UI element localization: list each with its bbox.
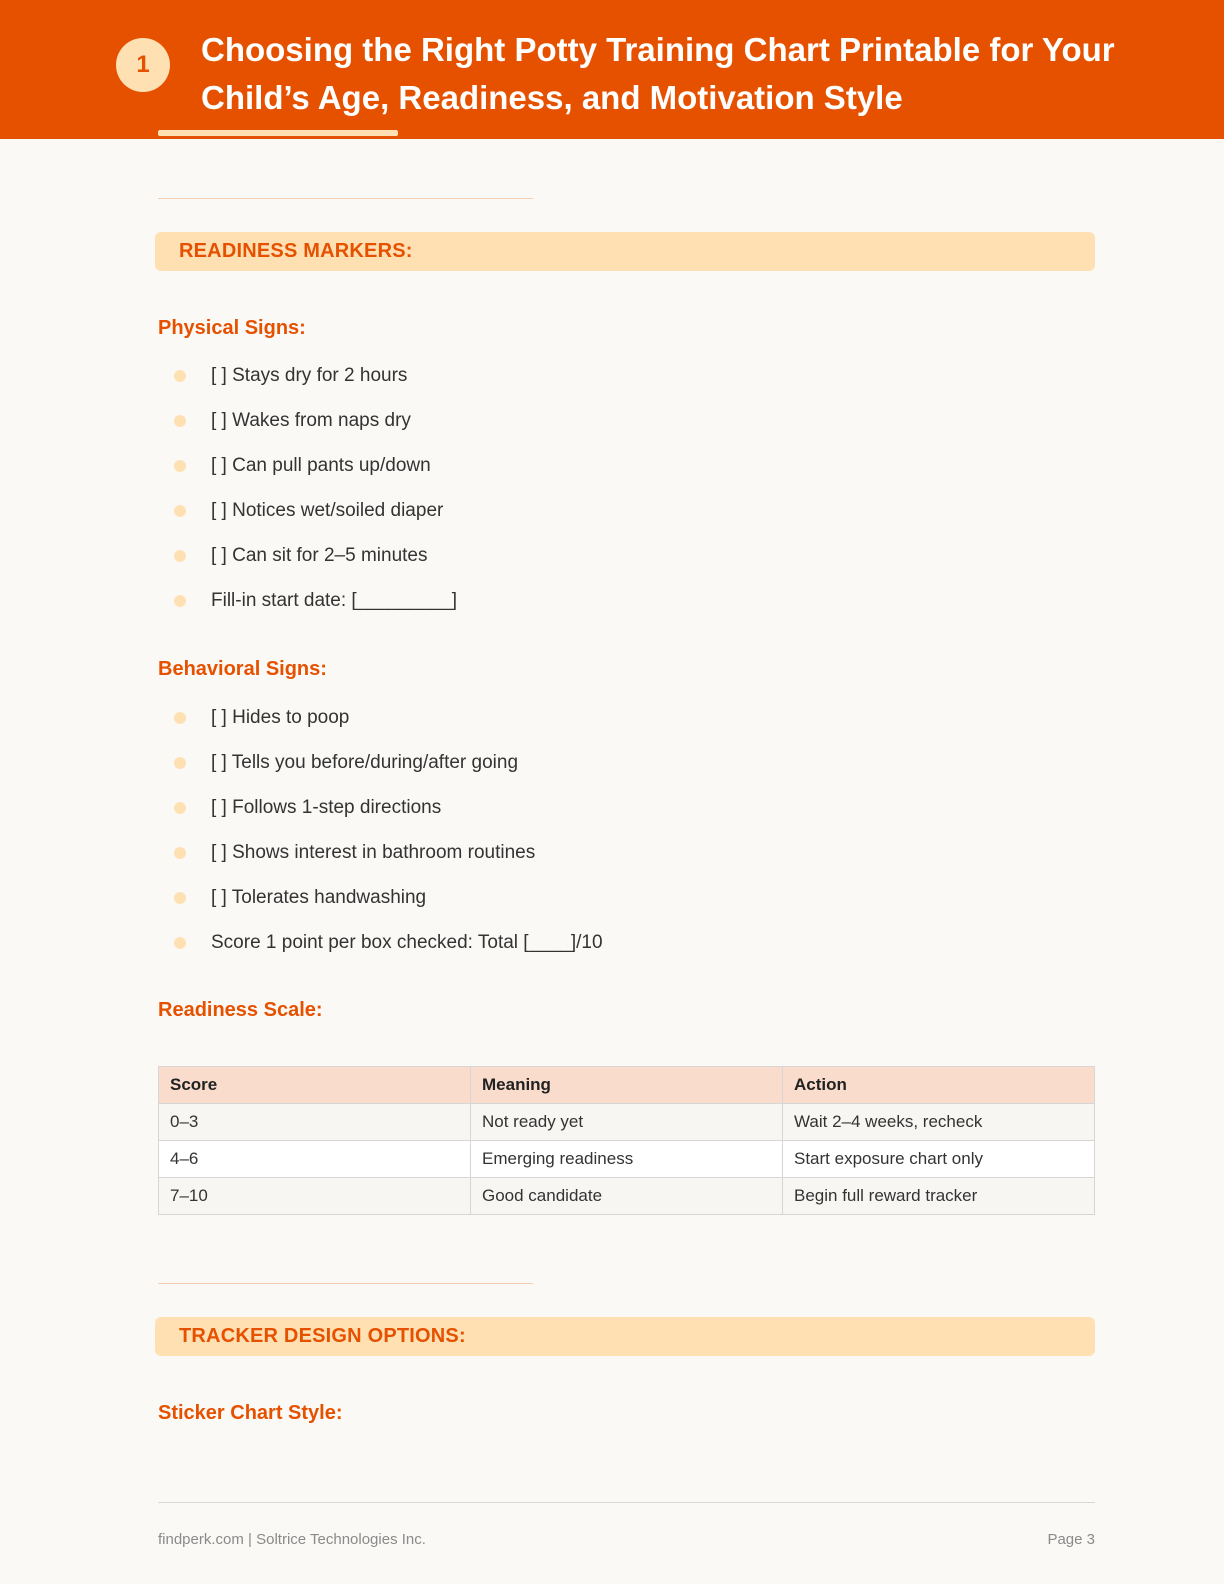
section-divider <box>158 198 533 199</box>
list-item <box>158 578 1095 623</box>
list-item <box>158 488 1095 533</box>
physical-signs-list <box>158 353 1095 623</box>
list-item-text: [ ] Wakes from naps dry <box>211 410 411 431</box>
subheading-sticker-chart-style: Sticker Chart Style: <box>158 1402 343 1424</box>
table-cell: Start exposure chart only <box>783 1141 1095 1178</box>
list-item-text: Score 1 point per box checked: Total [____]/10 <box>211 932 603 953</box>
list-item <box>158 785 1095 830</box>
readiness-scale-table <box>158 1066 1095 1215</box>
list-item-text: [ ] Stays dry for 2 hours <box>211 365 408 386</box>
bullet-icon <box>174 505 186 517</box>
column-header-meaning: Meaning <box>471 1067 783 1104</box>
title-underline <box>158 130 398 136</box>
table-cell: Emerging readiness <box>471 1141 783 1178</box>
column-header-action: Action <box>783 1067 1095 1104</box>
list-item-text: [ ] Follows 1-step directions <box>211 797 442 818</box>
bullet-icon <box>174 712 186 724</box>
chapter-header <box>0 0 1224 139</box>
list-item-text: Fill-in start date: [_________] <box>211 590 458 611</box>
table-row <box>159 1141 1095 1178</box>
subheading-behavioral-signs: Behavioral Signs: <box>158 658 327 680</box>
bullet-icon <box>174 370 186 382</box>
section-heading-tracker: TRACKER DESIGN OPTIONS: <box>155 1317 1095 1356</box>
list-item-text: [ ] Can sit for 2–5 minutes <box>211 545 428 566</box>
main-content <box>158 139 1095 1427</box>
list-item <box>158 875 1095 920</box>
list-item-text: [ ] Tells you before/during/after going <box>211 752 519 773</box>
list-item <box>158 920 1095 965</box>
table-cell: Good candidate <box>471 1178 783 1215</box>
footer-source: findperk.com | Soltrice Technologies Inc. <box>158 1531 426 1548</box>
chapter-title: Choosing the Right Potty Training Chart Printable for Your Child’s Age, Readiness, and Motivation Style <box>201 31 1115 116</box>
list-item <box>158 533 1095 578</box>
bullet-icon <box>174 550 186 562</box>
subheading-physical-signs: Physical Signs: <box>158 317 306 339</box>
column-header-score: Score <box>159 1067 471 1104</box>
list-item-text: [ ] Hides to poop <box>211 707 350 728</box>
list-item <box>158 443 1095 488</box>
list-item <box>158 695 1095 740</box>
list-item-text: [ ] Notices wet/soiled diaper <box>211 500 444 521</box>
table-cell: 0–3 <box>159 1104 471 1141</box>
table-cell: Not ready yet <box>471 1104 783 1141</box>
footer-divider <box>158 1502 1095 1503</box>
section-divider <box>158 1283 533 1284</box>
list-item <box>158 353 1095 398</box>
table-row <box>159 1178 1095 1215</box>
bullet-icon <box>174 892 186 904</box>
table-cell: Wait 2–4 weeks, recheck <box>783 1104 1095 1141</box>
table-cell: 7–10 <box>159 1178 471 1215</box>
bullet-icon <box>174 757 186 769</box>
table-cell: Begin full reward tracker <box>783 1178 1095 1215</box>
bullet-icon <box>174 802 186 814</box>
page-number: Page 3 <box>1047 1531 1095 1548</box>
behavioral-signs-list <box>158 695 1095 965</box>
bullet-icon <box>174 415 186 427</box>
bullet-icon <box>174 460 186 472</box>
bullet-icon <box>174 937 186 949</box>
chapter-number-badge: 1 <box>116 38 170 92</box>
list-item <box>158 830 1095 875</box>
list-item <box>158 740 1095 785</box>
table-cell: 4–6 <box>159 1141 471 1178</box>
list-item <box>158 398 1095 443</box>
table-row <box>159 1104 1095 1141</box>
list-item-text: [ ] Can pull pants up/down <box>211 455 431 476</box>
list-item-text: [ ] Tolerates handwashing <box>211 887 427 908</box>
bullet-icon <box>174 595 186 607</box>
subheading-readiness-scale: Readiness Scale: <box>158 999 323 1021</box>
section-heading-readiness: READINESS MARKERS: <box>155 232 1095 271</box>
bullet-icon <box>174 847 186 859</box>
table-header-row <box>159 1067 1095 1104</box>
list-item-text: [ ] Shows interest in bathroom routines <box>211 842 536 863</box>
